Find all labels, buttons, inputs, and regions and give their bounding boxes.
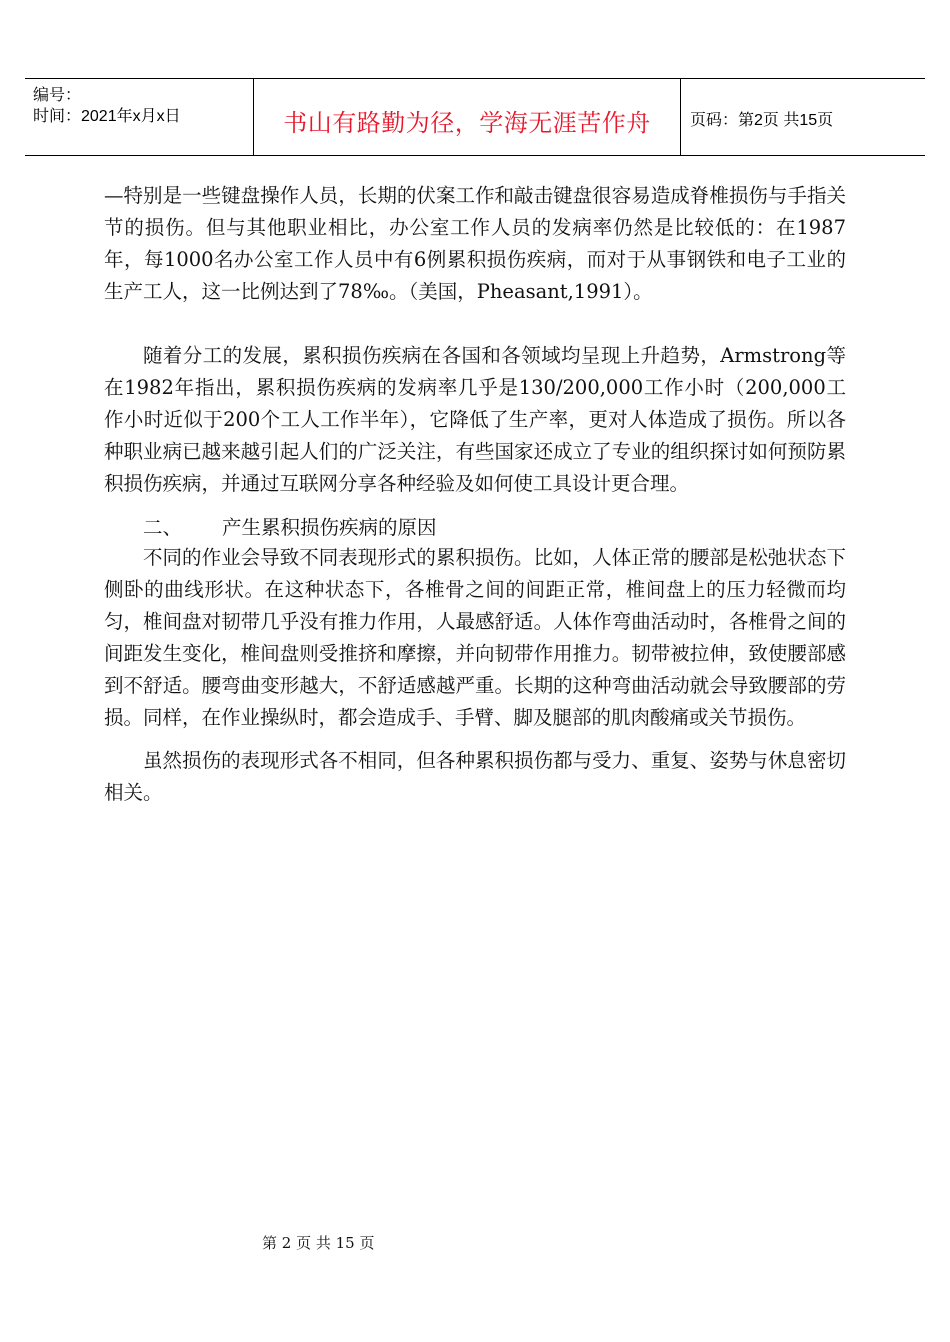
motto-text: 书山有路勤为径，学海无涯苦作舟 [283,110,651,137]
section-heading [143,512,437,544]
time-label: 时间：2021年x月x日 [33,108,181,125]
section-heading-text: 产生累积损伤疾病的原因 [222,516,437,539]
section-heading-number: 二、 [143,516,183,539]
header-motto-cell [253,79,681,155]
page-footer [0,1232,950,1253]
paragraph-3 [104,542,846,734]
paragraph-1-text: —特别是一些键盘操作人员，长期的伏案工作和敲击键盘很容易造成脊椎损伤与手指关节的损伤。但与其他职业相比，办公室工作人员的发病率仍然是比较低的：在1987年，每1000名办公室工作人员中有6例累积损伤疾病，而对于从事钢铁和电子工业的生产工人，这一比例达到了78‰。（美国，Pheasant,1991）。 [104,184,846,303]
paragraph-3-text: 不同的作业会导致不同表现形式的累积损伤。比如，人体正常的腰部是松弛状态下侧卧的曲线形状。在这种状态下，各椎骨之间的间距正常，椎间盘上的压力轻微而均匀，椎间盘对韧带几乎没有推力作用，人最感舒适。人体作弯曲活动时，各椎骨之间的间距发生变化，椎间盘则受推挤和摩擦，并向韧带作用推力。韧带被拉伸，致使腰部感到不舒适。腰弯曲变形越大，不舒适感越严重。长期的这种弯曲活动就会导致腰部的劳损。同样，在作业操纵时，都会造成手、手臂、脚及腿部的肌肉酸痛或关节损伤。 [104,546,846,729]
paragraph-4 [104,745,846,809]
number-label: 编号： [33,87,82,104]
paragraph-1 [104,180,846,308]
header-meta-cell [25,79,253,155]
paragraph-4-text: 虽然损伤的表现形式各不相同，但各种累积损伤都与受力、重复、姿势与休息密切相关。 [104,749,846,804]
paragraph-2-text: 随着分工的发展，累积损伤疾病在各国和各领域均呈现上升趋势，Armstrong等在1982年指出，累积损伤疾病的发病率几乎是130/200,000工作小时（200,000工作小时近似于200个工人工作半年），它降低了生产率，更对人体造成了损伤。所以各种职业病已越来越引起人们的广泛关注，有些国家还成立了专业的组织探讨如何预防累积损伤疾病，并通过互联网分享各种经验及如何使工具设计更合理。 [104,344,846,495]
header-page-info: 页码：第2页 共15页 [690,112,834,129]
document-header [25,78,925,156]
header-page-cell [680,79,925,155]
footer-page-number: 第 2 页 共 15 页 [262,1234,375,1252]
paragraph-2 [104,340,846,500]
